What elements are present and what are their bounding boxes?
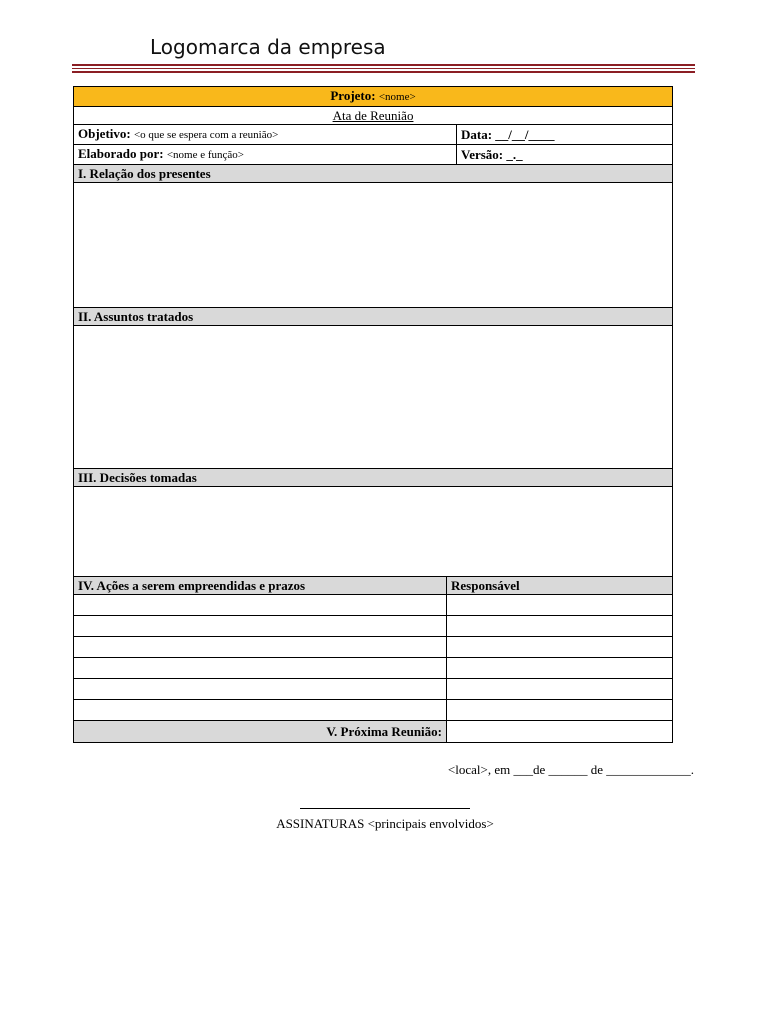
objective-label: Objetivo: <box>78 126 131 141</box>
date-label: Data: <box>461 127 493 142</box>
section-attendees-header: I. Relação dos presentes <box>74 165 673 183</box>
responsible-cell[interactable] <box>447 679 673 700</box>
action-cell[interactable] <box>74 595 447 616</box>
action-cell[interactable] <box>74 616 447 637</box>
date-value: __/__/____ <box>495 127 555 142</box>
meeting-minutes-form <box>73 86 673 743</box>
date-cell[interactable] <box>457 125 673 145</box>
version-label: Versão: <box>461 147 504 162</box>
section-actions-header: IV. Ações a serem empreendidas e prazos <box>74 577 447 595</box>
objective-value: <o que se espera com a reunião> <box>133 129 279 141</box>
signatures-label: ASSINATURAS <principais envolvidos> <box>276 816 494 831</box>
version-value: _._ <box>506 147 523 162</box>
responsible-cell[interactable] <box>447 637 673 658</box>
responsible-cell[interactable] <box>447 658 673 679</box>
section-topics-header: II. Assuntos tratados <box>74 308 673 326</box>
form-title-cell <box>74 107 673 125</box>
decisions-area[interactable] <box>74 487 673 577</box>
responsible-cell[interactable] <box>447 700 673 721</box>
project-label: Projeto: <box>330 88 376 103</box>
responsible-cell[interactable] <box>447 616 673 637</box>
topics-area[interactable] <box>74 326 673 469</box>
objective-cell[interactable] <box>74 125 457 145</box>
action-cell[interactable] <box>74 637 447 658</box>
responsible-cell[interactable] <box>447 595 673 616</box>
section-decisions-header: III. Decisões tomadas <box>74 469 673 487</box>
header-rule <box>72 68 695 69</box>
header-rule <box>72 64 695 66</box>
author-label: Elaborado por: <box>78 146 164 161</box>
action-cell[interactable] <box>74 679 447 700</box>
place-date-line: <local>, em ___de ______ de _____________. <box>447 762 694 777</box>
author-cell[interactable] <box>74 145 457 165</box>
responsible-header: Responsável <box>447 577 673 595</box>
project-value: <nome> <box>378 91 416 103</box>
form-title: Ata de Reunião <box>332 108 414 123</box>
header-rule <box>72 71 695 73</box>
signatures-label-wrap <box>0 816 768 832</box>
version-cell[interactable] <box>457 145 673 165</box>
action-cell[interactable] <box>74 700 447 721</box>
next-meeting-label: V. Próxima Reunião: <box>74 721 447 743</box>
attendees-area[interactable] <box>74 183 673 308</box>
project-row[interactable] <box>74 87 673 107</box>
signature-line <box>300 808 470 809</box>
next-meeting-value[interactable] <box>447 721 673 743</box>
action-cell[interactable] <box>74 658 447 679</box>
company-logo-text: Logomarca da empresa <box>150 35 386 59</box>
author-value: <nome e função> <box>166 149 244 161</box>
